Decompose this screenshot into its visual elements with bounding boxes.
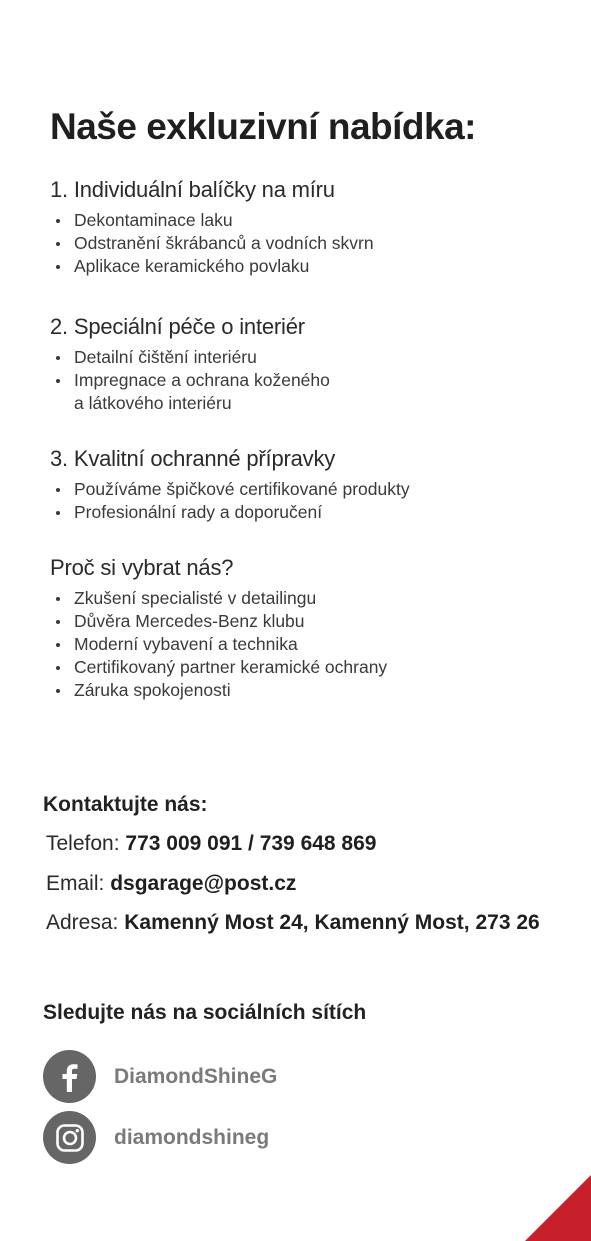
offer-section-interior (50, 314, 570, 415)
list-item-text: Impregnace a ochrana koženého (74, 370, 330, 390)
bullet-list (50, 209, 570, 278)
facebook-handle[interactable]: DiamondShineG (114, 1064, 278, 1088)
offer-section-packages (50, 177, 570, 278)
list-item: Používáme špičkové certifikované produkty (74, 478, 570, 501)
bullet-list (50, 346, 570, 415)
list-item: Odstranění škrábanců a vodních skvrn (74, 232, 570, 255)
email-label: Email: (46, 872, 105, 895)
section-heading: 3. Kvalitní ochranné přípravky (50, 446, 336, 471)
contact-address (46, 911, 540, 935)
email-value[interactable]: dsgarage@post.cz (110, 872, 297, 895)
corner-triangle-decoration (525, 1175, 591, 1241)
phone-label: Telefon: (46, 832, 120, 855)
page-title: Naše exkluzivní nabídka: (50, 106, 477, 147)
contact-heading: Kontaktujte nás: (43, 793, 208, 816)
list-item: Zkušení specialisté v detailingu (74, 587, 570, 610)
instagram-link[interactable] (43, 1111, 269, 1164)
list-item: Aplikace keramického povlaku (74, 255, 570, 278)
address-label: Adresa: (46, 911, 119, 934)
bullet-list (50, 587, 570, 702)
section-heading: 2. Speciální péče o interiér (50, 314, 305, 339)
why-us-section (50, 555, 570, 702)
instagram-handle[interactable]: diamondshineg (114, 1125, 270, 1149)
contact-email (46, 872, 296, 896)
facebook-icon (43, 1050, 96, 1103)
social-heading: Sledujte nás na sociálních sítích (43, 1001, 367, 1024)
list-item: Záruka spokojenosti (74, 679, 570, 702)
list-item: Moderní vybavení a technika (74, 633, 570, 656)
list-item: Profesionální rady a doporučení (74, 501, 570, 524)
contact-phone (46, 832, 376, 856)
list-item-continuation: a látkového interiéru (74, 393, 232, 413)
address-value: Kamenný Most 24, Kamenný Most, 273 26 (124, 911, 540, 934)
bullet-list (50, 478, 570, 524)
section-heading: 1. Individuální balíčky na míru (50, 177, 335, 202)
list-item (74, 369, 570, 415)
list-item: Certifikovaný partner keramické ochrany (74, 656, 570, 679)
list-item: Detailní čištění interiéru (74, 346, 570, 369)
list-item: Dekontaminace laku (74, 209, 570, 232)
phone-value[interactable]: 773 009 091 / 739 648 869 (125, 832, 377, 855)
offer-section-products (50, 446, 570, 524)
instagram-icon (43, 1111, 96, 1164)
list-item: Důvěra Mercedes-Benz klubu (74, 610, 570, 633)
facebook-link[interactable] (43, 1050, 277, 1103)
section-heading: Proč si vybrat nás? (50, 555, 234, 580)
